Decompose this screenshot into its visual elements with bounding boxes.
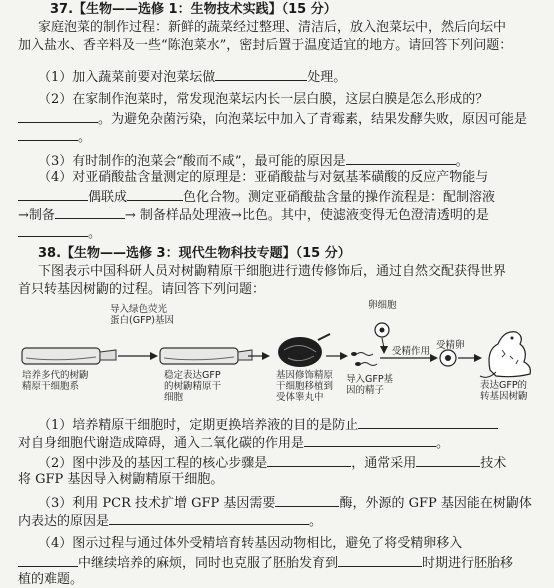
answer-blank[interactable] <box>304 434 436 447</box>
label-transplant: 基因修饰精原 干细胞移植到 受体睾丸中 <box>276 370 334 403</box>
tree-shrew-icon <box>480 332 530 378</box>
q37-part3: （3）有时制作的泡菜会“酸而不咸”，最可能的原因是 。 <box>38 154 469 169</box>
egg-cell-icon <box>375 323 389 354</box>
answer-blank[interactable] <box>338 554 422 567</box>
answer-blank[interactable] <box>215 68 307 81</box>
answer-blank[interactable] <box>109 512 309 525</box>
q37-part2-line2: 。为避免杂菌污染，向泡菜坛中加入了青霉素，结果发酵失败，原因可能是 <box>18 110 527 128</box>
q38-part1-line1: （1）培养精原干细胞时，定期更换培养液的目的是防止 <box>38 416 498 434</box>
testis-icon <box>278 334 330 367</box>
q38-part4-line3: 植的难题。 <box>18 572 84 587</box>
label-gfp-sperm: 导入GFP基 因的精子 <box>346 374 394 396</box>
label-culture-line: 培养多代的树鼩 精原干细胞系 <box>22 370 89 392</box>
arrow-icon <box>458 354 482 362</box>
q37-intro-line1: 家庭泡菜的制作过程：新鲜的蔬菜经过整理、清洁后，放入泡菜坛中，然后向坛中 <box>38 20 507 35</box>
q37-title: 37.【生物——选修 1：生物技术实践】（15 分） <box>50 2 337 17</box>
answer-blank[interactable] <box>416 454 480 467</box>
q37-part2-line3: 。 <box>18 128 91 146</box>
label-egg-cell: 卵细胞 <box>368 300 397 311</box>
answer-blank[interactable] <box>346 152 456 165</box>
label-gfp-transfer: 导入绿色荧光 蛋白(GFP)基因 <box>110 304 174 326</box>
sperm-icon <box>351 352 377 366</box>
arrow-icon <box>326 352 348 360</box>
answer-blank[interactable] <box>275 494 339 507</box>
q38-part2-line2: 将 GFP 基因导入树鼩精原干细胞。 <box>18 472 224 487</box>
culture-flask-icon <box>160 348 252 364</box>
answer-blank[interactable] <box>267 454 351 467</box>
answer-blank[interactable] <box>127 188 183 201</box>
q37-part4-line1: （4）对亚硝酸盐含量测定的原理是：亚硝酸盐与对氨基苯磺酸的反应产物能与 <box>38 170 489 185</box>
label-fertilization: 受精作用 <box>392 346 431 357</box>
q37-part2-line1: （2）在家制作泡菜时，常发现泡菜坛内长一层白膜，这层白膜是怎么形成的？ <box>38 92 489 107</box>
q38-part1-line2: 对自身细胞代谢造成障碍，通入二氧化碳的作用是 。 <box>18 436 450 451</box>
q38-part4-line2: 中继续培养的麻烦，同时也克服了胚胎发育到 时期进行胚胎移 <box>18 554 513 572</box>
answer-blank[interactable] <box>18 224 88 237</box>
q38-intro-line2: 首只转基因树鼩的过程。请回答下列问题： <box>18 282 266 297</box>
q38-part3-line2: 内表达的原因是 。 <box>18 514 323 529</box>
gfp-transgenic-diagram <box>18 300 538 415</box>
zygote-icon <box>440 350 456 366</box>
answer-blank[interactable] <box>18 188 88 201</box>
answer-blank[interactable] <box>18 554 78 567</box>
arrow-icon <box>118 352 158 360</box>
answer-blank[interactable] <box>358 416 498 429</box>
answer-blank[interactable] <box>55 206 125 219</box>
answer-blank[interactable] <box>18 110 98 123</box>
culture-flask-icon <box>22 348 116 364</box>
q38-part2-line1: （2）图中涉及的基因工程的核心步骤是 ，通常采用 技术 <box>38 456 507 471</box>
label-stable-gfp-cells: 稳定表达GFP 的树鼩精原干 细胞 <box>164 370 222 403</box>
answer-blank[interactable] <box>18 128 78 141</box>
q37-part4-line2: 偶联成 色化合物。测定亚硝酸盐含量的操作流程是：配制溶液 <box>18 188 495 206</box>
q37-intro-line2: 加入盐水、香辛料及一些“陈泡菜水”，密封后置于温度适宜的地方。请回答下列问题： <box>18 38 513 53</box>
q37-part4-line4: 。 <box>18 224 101 242</box>
q37-part1: （1）加入蔬菜前要对泡菜坛做 处理。 <box>38 70 347 85</box>
label-transgenic-tree-shrew: 表达GFP的 转基因树鼩 <box>480 380 528 402</box>
q38-title: 38.【生物——选修 3：现代生物科技专题】（15 分） <box>38 246 351 261</box>
q37-part4-line3: →制备 → 制备样品处理液→比色。其中，使滤液变得无色澄清透明的是 <box>18 208 489 223</box>
q38-part4-line1: （4）图示过程与通过体外受精培育转基因动物相比，避免了将受精卵移入 <box>38 536 463 551</box>
q38-part3-line1: （3）利用 PCR 技术扩增 GFP 基因需要 酶，外源的 GFP 基因能在树鼩体 <box>38 496 532 511</box>
q38-intro-line1: 下图表示中国科研人员对树鼩精原干细胞进行遗传修饰后，通过自然交配获得世界 <box>38 264 507 279</box>
label-zygote: 受精卵 <box>436 340 465 351</box>
